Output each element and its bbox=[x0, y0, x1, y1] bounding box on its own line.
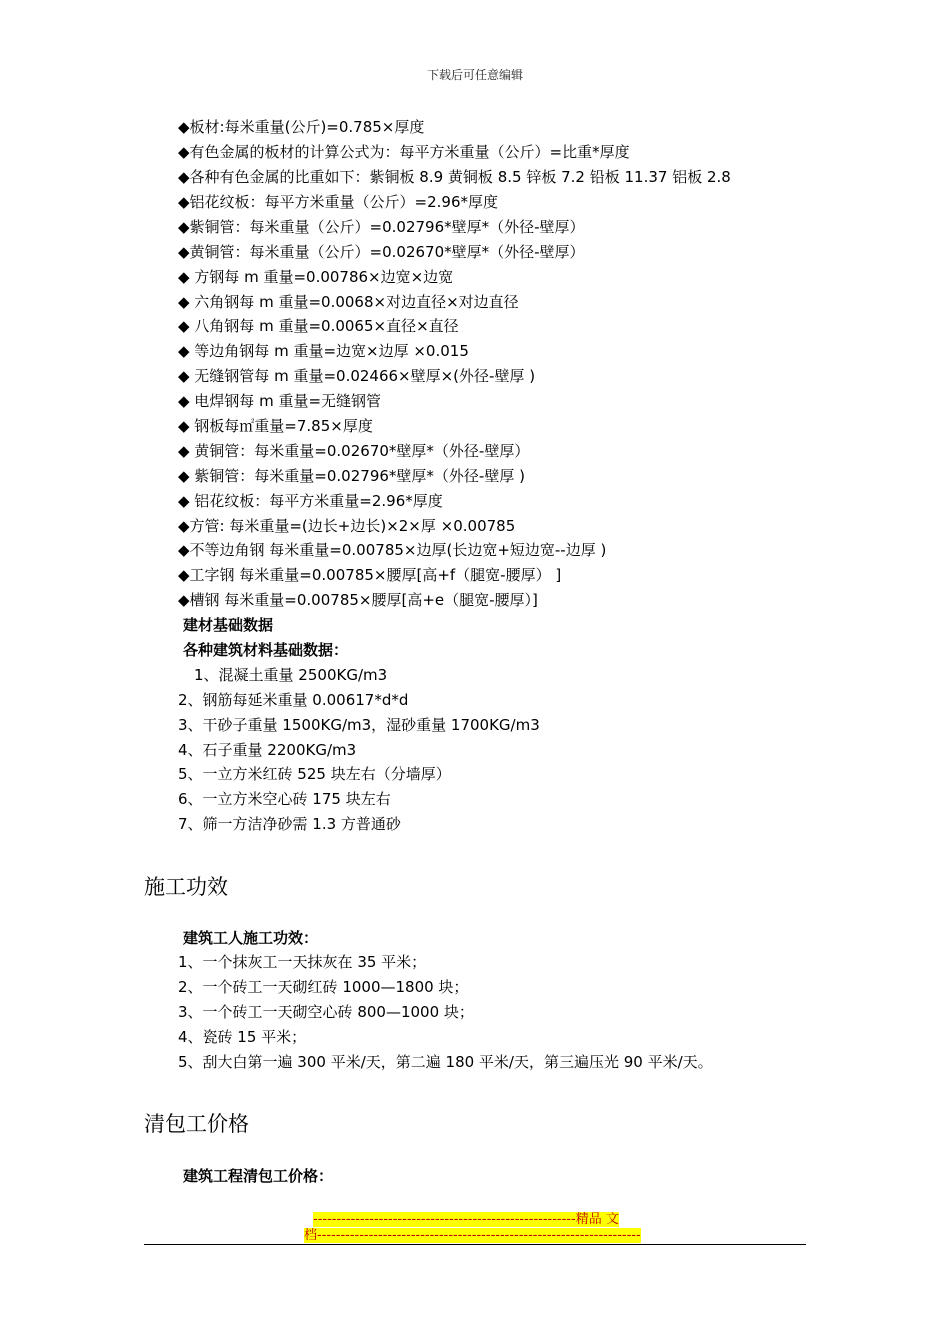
footer-line-1: --------------------------------------------------------精品 文 bbox=[313, 1212, 619, 1227]
formula-item: ◆槽钢 每米重量=0.00785×腰厚[高+e（腿宽-腰厚）] bbox=[178, 591, 538, 609]
materials-subtitle: 各种建筑材料基础数据： bbox=[183, 641, 349, 659]
efficiency-subtitle: 建筑工人施工功效： bbox=[183, 929, 319, 947]
efficiency-item: 5、刮大白第一遍 300 平米/天，第二遍 180 平米/天，第三遍压光 90 平米/天。 bbox=[178, 1053, 713, 1071]
formula-item: ◆有色金属的板材的计算公式为：每平方米重量（公斤）=比重*厚度 bbox=[178, 143, 630, 161]
labor-subtitle: 建筑工程清包工价格： bbox=[183, 1167, 334, 1185]
materials-item: 2、钢筋每延米重量 0.00617*d*d bbox=[178, 691, 409, 709]
formula-item: ◆ 八角钢每 m 重量=0.0065×直径×直径 bbox=[178, 317, 459, 335]
formula-item: ◆ 紫铜管：每米重量=0.02796*壁厚*（外径-壁厚 ) bbox=[178, 467, 525, 485]
footer-line-2: 档--------------------------------------------------------------------- bbox=[304, 1228, 641, 1243]
formula-item: ◆铝花纹板：每平方米重量（公斤）=2.96*厚度 bbox=[178, 193, 499, 211]
formula-item: ◆ 钢板每㎡重量=7.85×厚度 bbox=[178, 417, 373, 435]
materials-item: 3、干砂子重量 1500KG/m3，湿砂重量 1700KG/m3 bbox=[178, 716, 540, 734]
materials-item: 7、筛一方洁净砂需 1.3 方普通砂 bbox=[178, 815, 401, 833]
page-header: 下载后可任意编辑 bbox=[426, 68, 523, 82]
footer-divider bbox=[144, 1244, 806, 1245]
formula-item: ◆ 六角钢每 m 重量=0.0068×对边直径×对边直径 bbox=[178, 293, 519, 311]
section-heading-labor: 清包工价格 bbox=[144, 1112, 249, 1136]
formula-item: ◆方管: 每米重量=(边长+边长)×2×厚 ×0.00785 bbox=[178, 517, 516, 535]
formula-item: ◆各种有色金属的比重如下：紫铜板 8.9 黄铜板 8.5 锌板 7.2 铅板 11.37 铝板 2.8 bbox=[178, 168, 731, 186]
materials-item: 6、一立方米空心砖 175 块左右 bbox=[178, 790, 391, 808]
materials-title: 建材基础数据 bbox=[183, 616, 274, 634]
formula-item: ◆ 铝花纹板：每平方米重量=2.96*厚度 bbox=[178, 492, 443, 510]
formula-item: ◆黄铜管：每米重量（公斤）=0.02670*壁厚*（外径-壁厚） bbox=[178, 243, 585, 261]
formula-item: ◆ 无缝钢管每 m 重量=0.02466×壁厚×(外径-壁厚 ) bbox=[178, 367, 536, 385]
materials-item: 1、混凝土重量 2500KG/m3 bbox=[194, 666, 388, 684]
section-heading-efficiency: 施工功效 bbox=[144, 875, 228, 899]
formula-item: ◆工字钢 每米重量=0.00785×腰厚[高+f（腿宽-腰厚） ] bbox=[178, 566, 562, 584]
materials-item: 4、石子重量 2200KG/m3 bbox=[178, 741, 357, 759]
efficiency-item: 4、瓷砖 15 平米； bbox=[178, 1028, 307, 1046]
formula-item: ◆板材:每米重量(公斤)=0.785×厚度 bbox=[178, 118, 425, 136]
materials-item: 5、一立方米红砖 525 块左右（分墙厚） bbox=[178, 765, 451, 783]
formula-item: ◆ 等边角钢每 m 重量=边宽×边厚 ×0.015 bbox=[178, 342, 469, 360]
formula-item: ◆ 方钢每 m 重量=0.00786×边宽×边宽 bbox=[178, 268, 454, 286]
formula-item: ◆不等边角钢 每米重量=0.00785×边厚(长边宽+短边宽--边厚 ) bbox=[178, 541, 607, 559]
efficiency-item: 3、一个砖工一天砌空心砖 800—1000 块； bbox=[178, 1003, 474, 1021]
efficiency-item: 2、一个砖工一天砌红砖 1000—1800 块； bbox=[178, 978, 469, 996]
formula-item: ◆ 电焊钢每 m 重量=无缝钢管 bbox=[178, 392, 382, 410]
formula-item: ◆紫铜管：每米重量（公斤）=0.02796*壁厚*（外径-壁厚） bbox=[178, 218, 585, 236]
formula-item: ◆ 黄铜管：每米重量=0.02670*壁厚*（外径-壁厚） bbox=[178, 442, 530, 460]
efficiency-item: 1、一个抹灰工一天抹灰在 35 平米； bbox=[178, 953, 427, 971]
